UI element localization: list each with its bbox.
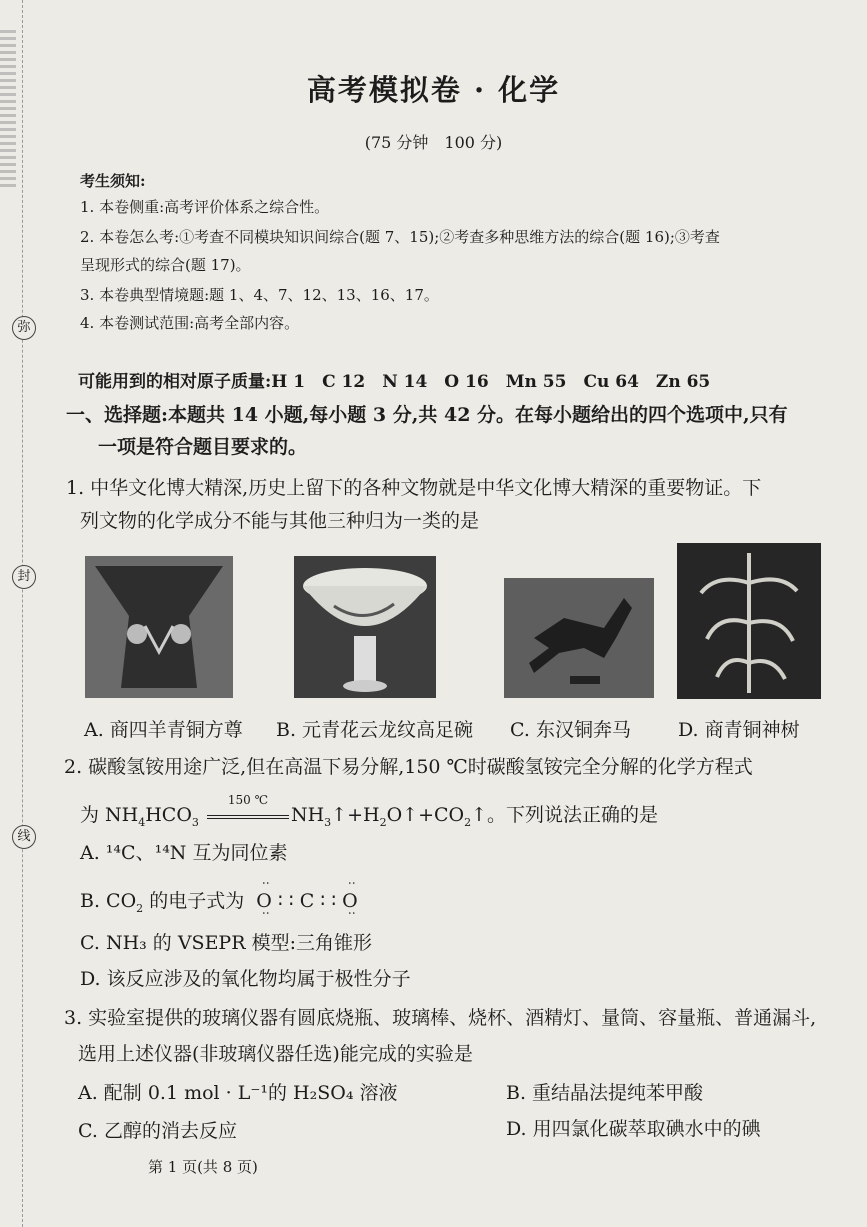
q1-option-b: B. 元青花云龙纹高足碗	[276, 719, 474, 741]
q1-option-d: D. 商青铜神树	[678, 719, 800, 741]
q3-option-a: A. 配制 0.1 mol · L⁻¹的 H₂SO₄ 溶液	[78, 1082, 398, 1104]
question-3: 3. 实验室提供的玻璃仪器有圆底烧瓶、玻璃棒、烧杯、酒精灯、量筒、容量瓶、普通漏斗,	[64, 1007, 817, 1029]
q2-equation: 为 $NH_4HCO_3$ 150 ℃ $NH_3↑+H_2O↑+CO_2↑$。下列说法正确的是	[80, 793, 659, 829]
reaction-arrow: 150 ℃	[205, 805, 291, 827]
q2-option-a: A. ¹⁴C、¹⁴N 互为同位素	[80, 842, 288, 864]
bronze-horse-image	[504, 578, 654, 698]
section-heading-cont: 一项是符合题目要求的。	[98, 436, 308, 458]
q2-option-b: B. $CO_2$ 的电子式为 : O :∶∶C∶∶: O :	[80, 886, 364, 915]
notice-heading: 考生须知:	[80, 172, 146, 190]
page-subtitle: (75 分钟 100 分)	[364, 133, 503, 152]
notice-item: 4. 本卷测试范围:高考全部内容。	[80, 314, 300, 332]
q2-option-d: D. 该反应涉及的氧化物均属于极性分子	[80, 968, 411, 990]
binding-mark-feng: 封	[12, 565, 36, 589]
binding-mark-xian: 线	[12, 825, 36, 849]
q3-option-d: D. 用四氯化碳萃取碘水中的碘	[506, 1118, 761, 1140]
q1-option-a: A. 商四羊青铜方尊	[84, 719, 243, 741]
bronze-tree-image	[677, 543, 821, 699]
q1-option-c: C. 东汉铜奔马	[510, 719, 631, 741]
binding-mark-mi: 弥	[12, 316, 36, 340]
question-1: 1. 中华文化博大精深,历史上留下的各种文物就是中华文化博大精深的重要物证。下	[66, 477, 762, 499]
notice-item: 呈现形式的综合(题 17)。	[80, 256, 251, 274]
question-2: 2. 碳酸氢铵用途广泛,但在高温下易分解,150 ℃时碳酸氢铵完全分解的化学方程式	[64, 756, 753, 778]
question-3-cont: 选用上述仪器(非玻璃仪器任选)能完成的实验是	[78, 1043, 473, 1065]
section-heading: 一、选择题:本题共 14 小题,每小题 3 分,共 42 分。在每小题给出的四个选项中,只有	[66, 404, 788, 426]
page-title: 高考模拟卷 · 化学	[306, 73, 561, 107]
q3-option-b: B. 重结晶法提纯苯甲酸	[506, 1082, 704, 1104]
q3-option-c: C. 乙醇的消去反应	[78, 1120, 237, 1142]
porcelain-bowl-image	[294, 556, 436, 698]
binding-holes	[0, 30, 16, 190]
atomic-mass: 可能用到的相对原子质量:H 1 C 12 N 14 O 16 Mn 55 Cu 64 Zn 65	[78, 372, 711, 392]
bronze-zun-image	[85, 556, 233, 698]
page-footer: 第 1 页(共 8 页)	[148, 1158, 258, 1176]
q2-option-c: C. NH₃ 的 VSEPR 模型:三角锥形	[80, 932, 372, 954]
binding-line	[22, 0, 23, 1227]
notice-item: 1. 本卷侧重:高考评价体系之综合性。	[80, 198, 330, 216]
question-1-cont: 列文物的化学成分不能与其他三种归为一类的是	[80, 510, 480, 532]
notice-item: 2. 本卷怎么考:①考查不同模块知识间综合(题 7、15);②考查多种思维方法的综合(题 16);③考查	[80, 228, 720, 246]
notice-item: 3. 本卷典型情境题:题 1、4、7、12、13、16、17。	[80, 286, 439, 304]
